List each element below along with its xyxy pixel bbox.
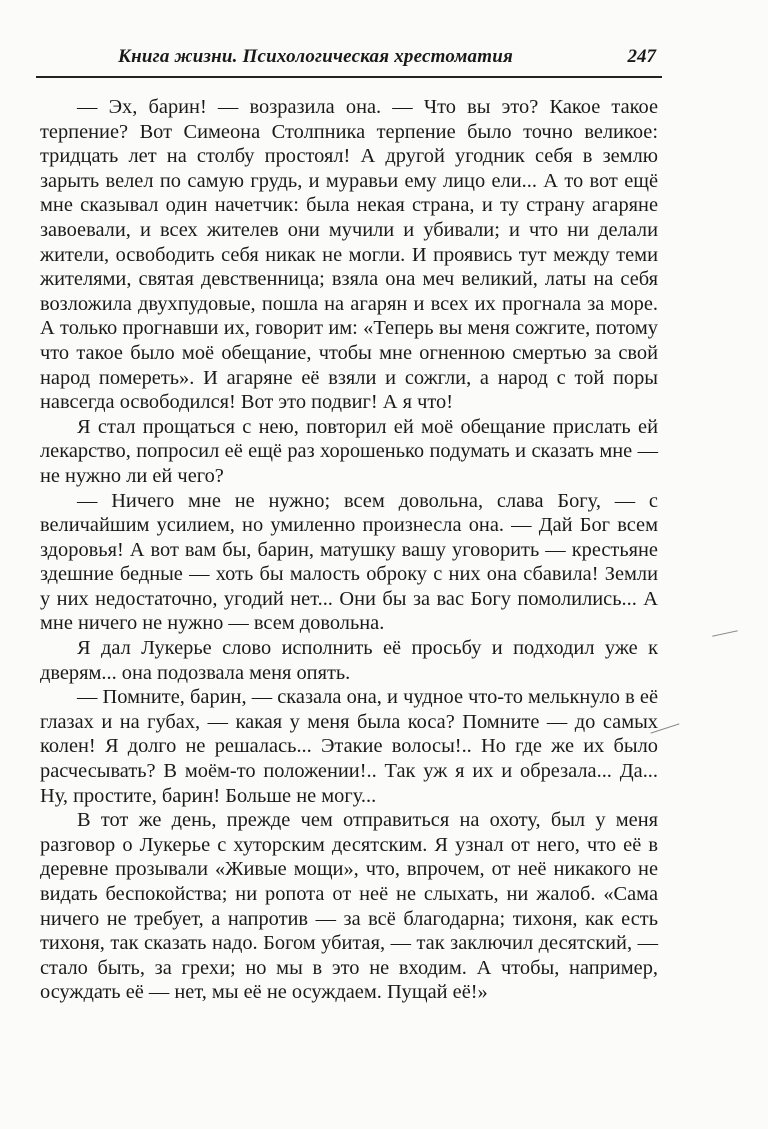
paragraph: В тот же день, прежде чем отправиться на охоту, был у меня разговор о Лукерье с хуторским десятским. Я узнал от него, что её в деревне прозывали «Живые мощи», что, впрочем, от неё никакого не видать беспокойства; ни ропота от неё не слыхать, ни жалоб. «Сама ничего не требует, а напротив — за всё благодарна; тихоня, как есть тихоня, так сказать надо. Богом убитая, — так заключил десятский, — стало быть, за грехи; но мы в это не входим. А чтобы, например, осуждать её — нет, мы её не осуждаем. Пущай её!» — [40, 809, 658, 1004]
paragraph: — Помните, барин, — сказала она, и чудное что-то мелькнуло в её глазах и на губах, — какая у меня была коса? Помните — до самых колен! Я долго не решалась... Этакие волосы!.. Но где же их было расчесывать? В моём-то положении!.. Так уж я их и обрезала... Да... Ну, простите, барин! Больше не могу... — [40, 686, 658, 807]
paragraph: Я дал Лукерье слово исполнить её просьбу и подходил уже к дверям... она подозвала меня опять. — [40, 637, 658, 684]
running-title: Книга жизни. Психологическая хрестоматия — [118, 46, 513, 67]
paragraph: — Ничего мне не нужно; всем довольна, слава Богу, — с величайшим усилием, но умиленно произнесла она. — Дай Бог всем здоровья! А вот вам бы, барин, матушку вашу уговорить — крестьяне здешние бедные — хоть бы малость оброку с них она сбавила! Земли у них недостаточно, угодий нет... Они бы за вас Богу помолились... А мне ничего не нужно — всем довольна. — [40, 489, 658, 635]
paragraph: Я стал прощаться с нею, повторил ей моё обещание прислать ей лекарство, попросил её ещё раз хорошенько подумать и сказать мне — не нужно ли ей чего? — [40, 415, 658, 487]
body-text — [40, 95, 658, 1005]
paragraph: — Эх, барин! — возразила она. — Что вы это? Какое такое терпение? Вот Симеона Столпника терпение было точно великое: тридцать лет на столбу простоял! А другой угодник себя в землю зарыть велел по самую грудь, и муравьи ему лицо ели... А то вот ещё мне сказывал один начетчик: была некая страна, и ту страну агаряне завоевали, и всех жителев они мучили и убивали; и что ни делали жители, освободить себя никак не могли. И проявись тут между теми жителями, святая девственница; взяла она меч великий, латы на себя возложила двухпудовые, пошла на агарян и всех их прогнала за море. А только прогнавши их, говорит им: «Теперь вы меня сожгите, потому что такое было моё обещание, чтобы мне огненною смертью за свой народ помереть». И агаряне её взяли и сожгли, а народ с той поры навсегда освободился! Вот это подвиг! А я что! — [40, 96, 658, 414]
page-number: 247 — [627, 46, 656, 67]
margin-pencil-mark — [712, 630, 738, 636]
running-head — [36, 44, 662, 78]
